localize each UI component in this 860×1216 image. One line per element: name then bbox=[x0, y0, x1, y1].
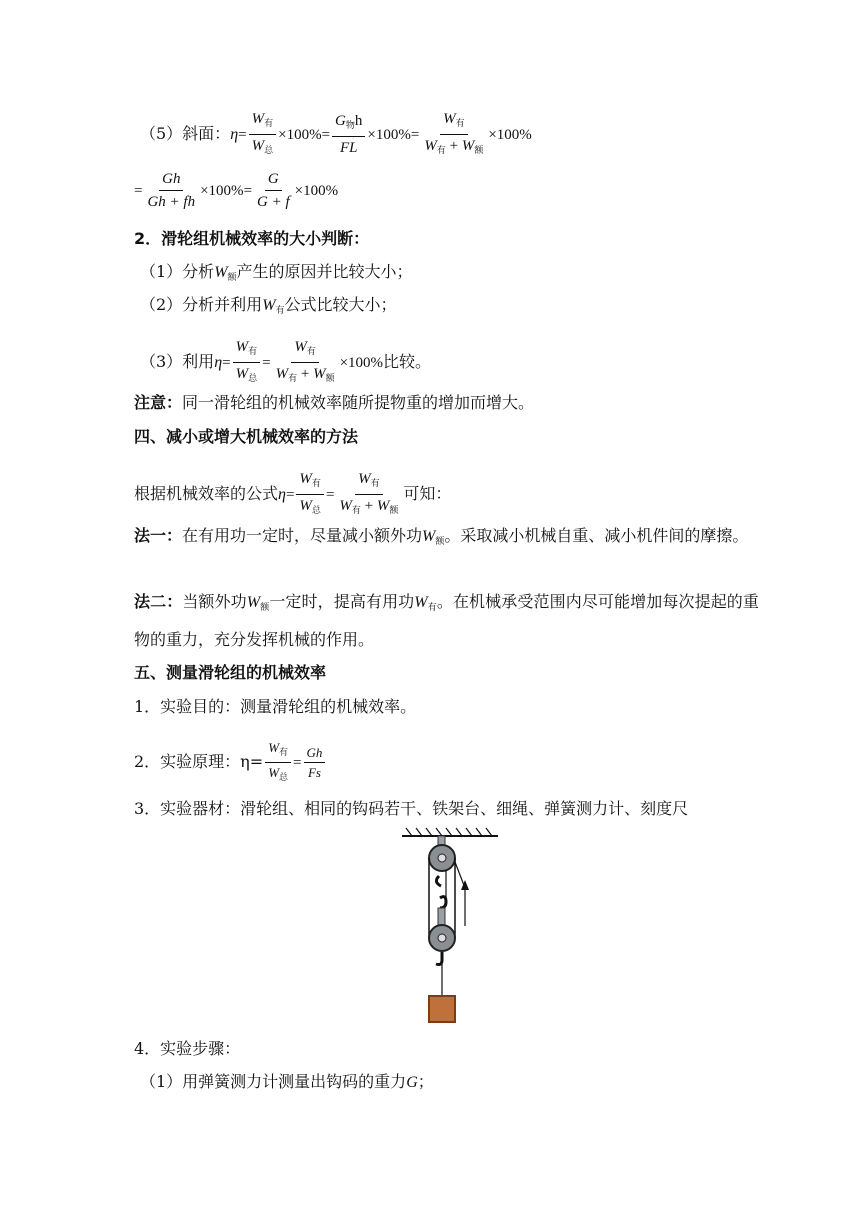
section-2-item-2: （2）分析并利用$W_有$公式比较大小； bbox=[140, 295, 397, 316]
section-2-item-1: （1）分析$W_额$产生的原因并比较大小； bbox=[140, 262, 413, 283]
experiment-step-1: （1）用弹簧测力计测量出钩码的重力G； bbox=[140, 1072, 434, 1091]
weight-block bbox=[429, 996, 455, 1022]
experiment-equipment: 3．实验器材：滑轮组、相同的钩码若干、铁架台、细绳、弹簧测力计、刻度尺 bbox=[134, 799, 689, 818]
experiment-steps-heading: 4．实验步骤： bbox=[134, 1039, 241, 1058]
fixed-pulley bbox=[429, 836, 455, 886]
method-2-paragraph: 法二：当额外功$W_额$一定时，提高有用功$W_有$。在机械承受范围内尽可能增加每次提起的重物的重力，充分发挥机械的作用。 bbox=[134, 592, 759, 649]
slope-formula-line-2: = $\frac{Gh}{Gh + fh}$ ×100%= $\frac{G}{G + f}$ ×100% bbox=[134, 171, 339, 210]
pulley-system-figure bbox=[398, 826, 504, 1028]
section-4-heading: 四、减小或增大机械效率的方法 bbox=[134, 427, 359, 446]
slope-formula-line-1: （5）斜面：η= $\frac{W_有}{W_总}$ ×100%= $\frac{G_物h}{FL}$ ×100%= $\frac{W_有}{W_有 + W_额}$ ×100% bbox=[140, 110, 532, 159]
method-1-paragraph: 法一：在有用功一定时，尽量减小额外功$W_额$。采取减小机械自重、减小机件间的摩擦。 bbox=[134, 526, 749, 547]
section-4-intro: 根据机械效率的公式η= $\frac{W_有}{W_总}$ = $\frac{W_有}{W_有 + W_额}$ 可知： bbox=[134, 471, 452, 515]
fraction-w-you-sum: $\frac{W_有}{W_有 + W_额}$ bbox=[424, 111, 484, 155]
fraction-gh-fl: $\frac{G_物h}{FL}$ bbox=[332, 112, 365, 157]
movable-pulley bbox=[429, 897, 455, 965]
experiment-principle: 2．实验原理：η= $\frac{W_有}{W_总}$ = $\frac{Gh}{Fs}$ bbox=[134, 740, 327, 785]
fraction-w-you-w-zong: $\frac{W_有}{W_总}$ bbox=[249, 110, 277, 159]
fraction-g-gf: $\frac{G}{G + f}$ bbox=[257, 171, 290, 210]
section-2-item-3: （3）利用η= $\frac{W_有}{W_总}$ = $\frac{W_有}{W_有 + W_额}$ ×100%比较。 bbox=[140, 339, 432, 383]
experiment-purpose: 1．实验目的：测量滑轮组的机械效率。 bbox=[134, 697, 417, 716]
section-5-heading: 五、测量滑轮组的机械效率 bbox=[134, 663, 327, 682]
fraction-gh-ghfh: $\frac{Gh}{Gh + fh}$ bbox=[147, 171, 196, 210]
slope-label: （5）斜面： bbox=[140, 124, 231, 143]
note-line: 注意：同一滑轮组的机械效率随所提物重的增加而增大。 bbox=[134, 393, 535, 412]
section-2-heading: 2．滑轮组机械效率的大小判断： bbox=[134, 229, 370, 248]
